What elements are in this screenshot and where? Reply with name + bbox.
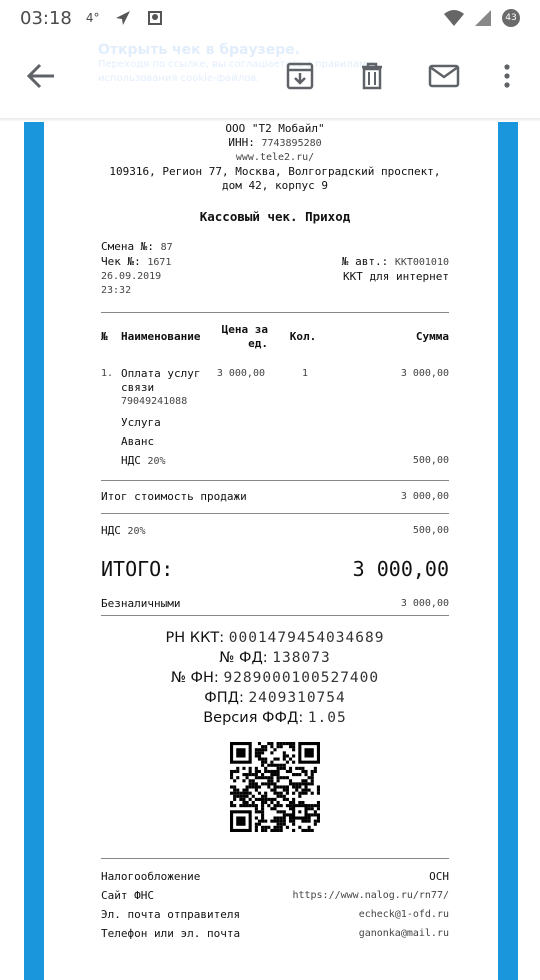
subtotal-row: [101, 490, 449, 504]
rn-kkt-label: РН ККТ:: [165, 630, 225, 646]
taxation-value: ОСН: [429, 870, 449, 883]
check-row: [101, 255, 449, 270]
fns-site-link[interactable]: https://www.nalog.ru/rn77/: [292, 890, 449, 901]
date-row: [101, 270, 449, 284]
fns-site-row: [101, 886, 449, 905]
taxation-row: [101, 867, 449, 886]
item-type: Услуга: [121, 416, 161, 429]
kkt-type: ККТ для интернет: [343, 270, 449, 283]
auto-label: № авт.:: [341, 255, 389, 268]
phone-email-link[interactable]: ganonka@mail.ru: [358, 928, 449, 939]
ffd-value: 1.05: [307, 710, 347, 726]
cashless-label: Безналичными: [101, 597, 181, 610]
item-index: 1.: [101, 368, 114, 379]
receipt-title: Кассовый чек. Приход: [199, 209, 351, 224]
inn-value: 7743895280: [261, 138, 322, 149]
receipt-time: 23:32: [101, 285, 132, 296]
col-num: №: [101, 330, 108, 343]
fd-value: 138073: [272, 650, 331, 666]
vat-total-value: 500,00: [412, 525, 449, 536]
shift-value: 87: [160, 242, 173, 253]
item-price: 3 000,00: [216, 368, 265, 379]
vat-total-row: [101, 524, 449, 539]
item-vat-row: [101, 451, 449, 471]
inn-label: ИНН:: [228, 136, 255, 149]
ffd-line: [101, 708, 449, 728]
item-qty: 1: [301, 368, 309, 379]
fd-label: № ФД:: [219, 650, 268, 666]
maps-icon: [146, 9, 164, 27]
address-line-2: дом 42, корпус 9: [222, 179, 328, 192]
archive-icon[interactable]: [285, 56, 315, 96]
shift-label: Смена №:: [101, 240, 154, 253]
mail-icon[interactable]: [427, 56, 461, 96]
sender-email-label: Эл. почта отправителя: [101, 908, 241, 921]
location-arrow-icon: [114, 9, 132, 27]
col-qty: Кол.: [289, 330, 317, 343]
more-vert-icon[interactable]: [500, 56, 514, 96]
rn-kkt-value: 0001479454034689: [228, 630, 385, 646]
fpd-line: [101, 688, 449, 708]
fd-line: [101, 648, 449, 668]
fns-site-label: Сайт ФНС: [101, 889, 154, 902]
banner-text: Переходя по ссылке, вы соглашаетесь с правилами использования cookie-файлов.: [98, 59, 373, 84]
item-payment: Аванс: [121, 435, 155, 448]
fn-value: 9289000100527400: [223, 670, 380, 686]
fn-line: [101, 668, 449, 688]
auto-value: ККТ001010: [394, 257, 449, 268]
taxation-label: Налогообложение: [101, 870, 201, 883]
subtotal-label: Итог стоимость продажи: [101, 490, 247, 503]
item-vat-sum: 500,00: [412, 455, 449, 466]
banner-title: Открыть чек в браузере.: [98, 42, 301, 58]
receipt-date: 26.09.2019: [101, 271, 162, 282]
item-name: Оплата услуг связи: [121, 367, 201, 394]
sender-email-link[interactable]: echeck@1-ofd.ru: [358, 909, 449, 920]
phone-email-row: [101, 924, 449, 943]
item-vat-rate: 20%: [147, 456, 166, 467]
check-value: 1671: [147, 257, 172, 268]
total-label: ИТОГО:: [101, 557, 174, 581]
toolbar: [0, 36, 540, 120]
col-name: Наименование: [121, 330, 201, 343]
item-row: [101, 367, 449, 395]
sender-email-row: [101, 905, 449, 924]
qr-code-icon[interactable]: [230, 742, 320, 832]
col-sum: Сумма: [415, 330, 449, 343]
address-line-1: 109316, Регион 77, Москва, Волгоградский проспект,: [109, 165, 441, 178]
shift-row: [101, 240, 449, 255]
grand-total-row: [101, 557, 449, 581]
status-bar: [0, 0, 540, 36]
item-phone: 79049241088: [121, 396, 188, 407]
vat-rate: 20%: [127, 526, 146, 537]
vat-label: НДС: [101, 524, 121, 537]
total-value: 3 000,00: [352, 557, 449, 581]
phone-email-label: Телефон или эл. почта: [101, 927, 241, 940]
company-website[interactable]: www.tele2.ru/: [235, 152, 315, 163]
subtotal-value: 3 000,00: [400, 491, 449, 502]
trash-icon[interactable]: [358, 56, 386, 96]
item-sum: 3 000,00: [400, 368, 449, 379]
status-time: 03:18: [20, 7, 72, 29]
ffd-label: Версия ФФД:: [203, 710, 304, 726]
item-vat-label: НДС: [121, 454, 141, 467]
battery-icon: 43: [502, 9, 520, 27]
fpd-value: 2409310754: [248, 690, 346, 706]
rn-kkt-line: [101, 628, 449, 648]
company-name: ООО "Т2 Мобайл": [225, 122, 325, 135]
cashless-value: 3 000,00: [400, 598, 449, 609]
signal-icon: [474, 9, 492, 27]
temperature: 4°: [85, 11, 100, 25]
check-label: Чек №:: [101, 255, 141, 268]
items-table-header: [101, 323, 449, 351]
receipt: [101, 122, 449, 943]
inn-line: [101, 136, 449, 151]
col-price: Цена за ед.: [221, 323, 268, 350]
wifi-icon: [444, 9, 464, 27]
back-arrow-icon[interactable]: [26, 56, 56, 96]
cashless-row: [101, 597, 449, 611]
fiscal-data: [101, 628, 449, 728]
fn-label: № ФН:: [170, 670, 219, 686]
fpd-label: ФПД:: [204, 690, 244, 706]
